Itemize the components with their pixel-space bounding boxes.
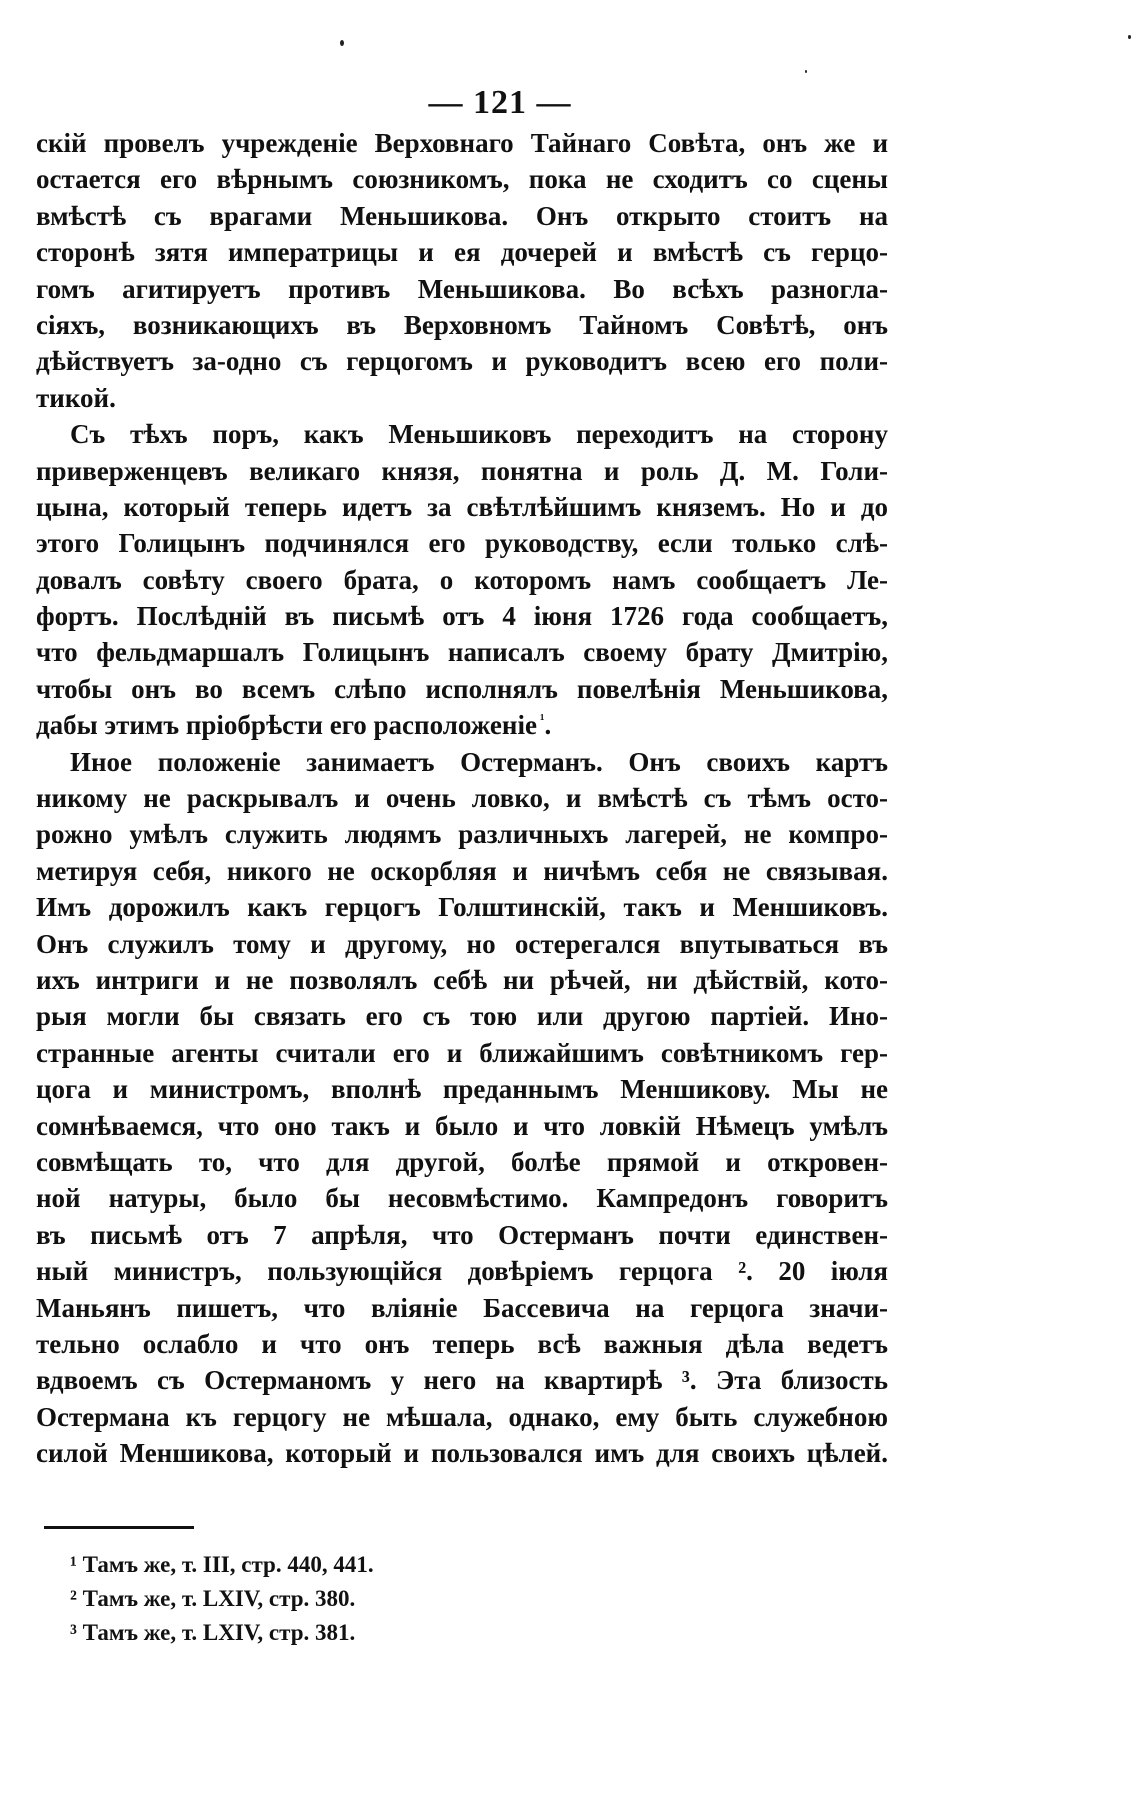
footnotes [70,1548,670,1650]
text-line: дѣйствуетъ за-одно съ герцогомъ и руководитъ всею его поли- [36,346,888,377]
text-line: тельно ослабло и что онъ теперь всѣ важныя дѣла ведетъ [36,1328,888,1359]
text-line: тикой. [36,382,116,413]
text-line: довалъ совѣту своего брата, о которомъ намъ сообщаетъ Ле- [36,564,888,595]
text-line: ной натуры, было бы несовмѣстимо. Кампредонъ говоритъ [36,1183,888,1214]
text-line: Онъ служилъ тому и другому, но остерегался впутываться въ [36,928,888,959]
footnote: ² Тамъ же, т. LXIV, стр. 380. [70,1586,356,1611]
text-line-content: дабы этимъ пріобрѣсти его расположеніе [36,710,537,741]
text-line: вдвоемъ съ Остерманомъ у него на квартирѣ ³. Эта близость [36,1365,888,1396]
text-line: цога и министромъ, вполнѣ преданнымъ Меншикову. Мы не [36,1074,888,1105]
text-line: Имъ дорожилъ какъ герцогъ Голштинскій, такъ и Меншиковъ. [36,892,888,923]
text-line: Съ тѣхъ поръ, какъ Меньшиковъ переходитъ на сторону [70,419,888,450]
text-line: сомнѣваемся, что оно такъ и было и что ловкій Нѣмецъ умѣлъ [36,1110,888,1141]
paragraph [36,125,888,416]
text-line: метируя себя, никого не оскорбляя и ничѣмъ себя не связывая. [36,855,888,886]
footnote-separator [44,1526,194,1529]
text-line: рыя могли бы связать его съ тою или другою партіей. Ино- [36,1001,888,1032]
text-line: цына, который теперь идетъ за свѣтлѣйшимъ княземъ. Но и до [36,491,888,522]
ink-speck [1128,35,1131,39]
text-line: дабы этимъ пріобрѣсти его расположеніе $^{^1}$. [36,710,552,741]
paragraph [36,744,888,1472]
text-line: совмѣщать то, что для другой, болѣе прямой и откровен- [36,1146,888,1177]
text-line: остается его вѣрнымъ союзникомъ, пока не сходитъ со сцены [36,164,888,195]
ink-speck [805,70,807,73]
text-line: рожно умѣлъ служить людямъ различныхъ лагерей, не компро- [36,819,888,850]
text-line: Иное положеніе занимаетъ Остерманъ. Онъ своихъ картъ [70,746,888,777]
text-line: ный министръ, пользующійся довѣріемъ герцога ². 20 іюля [36,1256,888,1287]
footnote-mark: ¹ [539,712,545,729]
text-line: вмѣстѣ съ врагами Меньшикова. Онъ открыто стоитъ на [36,200,888,231]
text-line: Маньянъ пишетъ, что вліяніе Бассевича на герцога значи- [36,1292,888,1323]
footnote: ¹ Тамъ же, т. III, стр. 440, 441. [70,1552,374,1577]
body-text [36,125,888,1471]
text-line: Остермана къ герцогу не мѣшала, однако, ему быть служебною [36,1401,888,1432]
text-line: силой Меншикова, который и пользовался имъ для своихъ цѣлей. [36,1438,888,1469]
text-line: странные агенты считали его и ближайшимъ совѣтникомъ гер- [36,1037,888,1068]
text-line: гомъ агитируетъ противъ Меньшикова. Во всѣхъ разногла- [36,273,888,304]
text-line: что фельдмаршалъ Голицынъ написалъ своему брату Дмитрію, [36,637,888,668]
footnote: ³ Тамъ же, т. LXIV, стр. 381. [70,1620,356,1645]
text-line: никому не раскрывалъ и очень ловко, и вмѣстѣ съ тѣмъ осто- [36,783,888,814]
text-line: приверженцевъ великаго князя, понятна и роль Д. М. Голи- [36,455,888,486]
ink-speck [340,40,344,46]
text-line: этого Голицынъ подчинялся его руководству, если только слѣ- [36,528,888,559]
text-line: фортъ. Послѣдній въ письмѣ отъ 4 іюня 1726 года сообщаетъ, [36,601,888,632]
text-line: чтобы онъ во всемъ слѣпо исполнялъ повелѣнія Меньшикова, [36,673,888,704]
page-number: — 121 — [428,84,572,121]
paragraph [36,416,888,744]
text-line: ихъ интриги и не позволялъ себѣ ни рѣчей, ни дѣйствій, кото- [36,964,888,995]
text-line: сторонѣ зятя императрицы и ея дочерей и вмѣстѣ съ герцо- [36,237,888,268]
text-line: сіяхъ, возникающихъ въ Верховномъ Тайномъ Совѣтѣ, онъ [36,309,888,340]
text-line: скій провелъ учрежденіе Верховнаго Тайнаго Совѣта, онъ же и [36,128,888,158]
text-line: въ письмѣ отъ 7 апрѣля, что Остерманъ почти единствен- [36,1219,888,1250]
